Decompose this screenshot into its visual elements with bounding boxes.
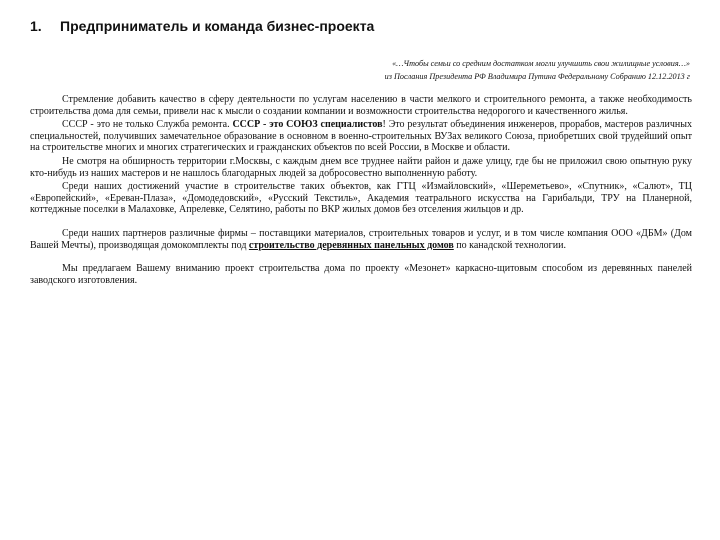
paragraph-2 [30,119,692,154]
paragraph-2-end: ! Это результат объединения инженеров, прорабов, мастеров различных специальностей, получивших замечательное образование в основном в военно-строительных ВУЗах великого Союза, приобретших свой трудейший опыт на строительстве многих и многих стратегических и гражданских объектов по всей России, в Москве и области. [30,119,692,154]
paragraph-4: Среди наших достижений участие в строительстве таких объектов, как ГТЦ «Измайловский», «Шереметьево», «Спутник», «Салют», ТЦ «Европейский», «Ереван-Плаза», «Домодедовский», «Русский Текстиль», Академия театрального искусства на Гарибальди, ТРУ на Планерной, коттеджные поселки в Малаховке, Апрелевке, Селятино, работы по ВКР жилых домов без отселения жильцов и др. [30,181,692,216]
section-title: Предприниматель и команда бизнес-проекта [60,18,375,34]
paragraph-5-underlined: строительство деревянных панельных домов [248,239,454,251]
paragraph-2-start: СССР - это не только Служба ремонта. [62,119,233,131]
paragraph-6: Мы предлагаем Вашему вниманию проект строительства дома по проекту «Мезонет» каркасно-щитовым способом из деревянных панелей заводского изготовления. [30,263,692,286]
paragraph-5-end: по канадской технологии. [453,239,566,251]
epigraph-quote: «…Чтобы семьи со средним достатком могли улучшить свои жилищные условия…» [392,59,690,68]
section-heading [30,18,690,34]
epigraph-source: из Послания Президента РФ Владимира Путина Федеральному Собранию 12.12.2013 г [384,71,690,81]
paragraph-2-bold: СССР - это СОЮЗ специалистов [232,119,383,131]
paragraph-5 [30,228,692,251]
paragraph-1: Стремление добавить качество в сферу деятельности по услугам населению в части мелкого и строительного ремонта, а также необходимость строительства дома для семьи, привели нас к мысли о создании компании и возможности строительства недорогого и качественного жилья. [30,94,692,117]
epigraph [230,58,690,83]
paragraph-5-start: Среди наших партнеров различные фирмы – поставщики материалов, строительных товаров и услуг, и в том числе компания ООО «ДБМ» (Дом Вашей Мечты), производящая домокомплекты под [30,227,692,251]
section-number: 1. [30,18,42,34]
paragraph-3: Не смотря на обширность территории г.Москвы, с каждым днем все труднее найти район и даже улицу, где бы не приложил свою опытную руку кто-нибудь из наших мастеров и не нашлось благодарных людей за добросовестно выполненную работу. [30,155,692,179]
body-text [30,94,692,288]
